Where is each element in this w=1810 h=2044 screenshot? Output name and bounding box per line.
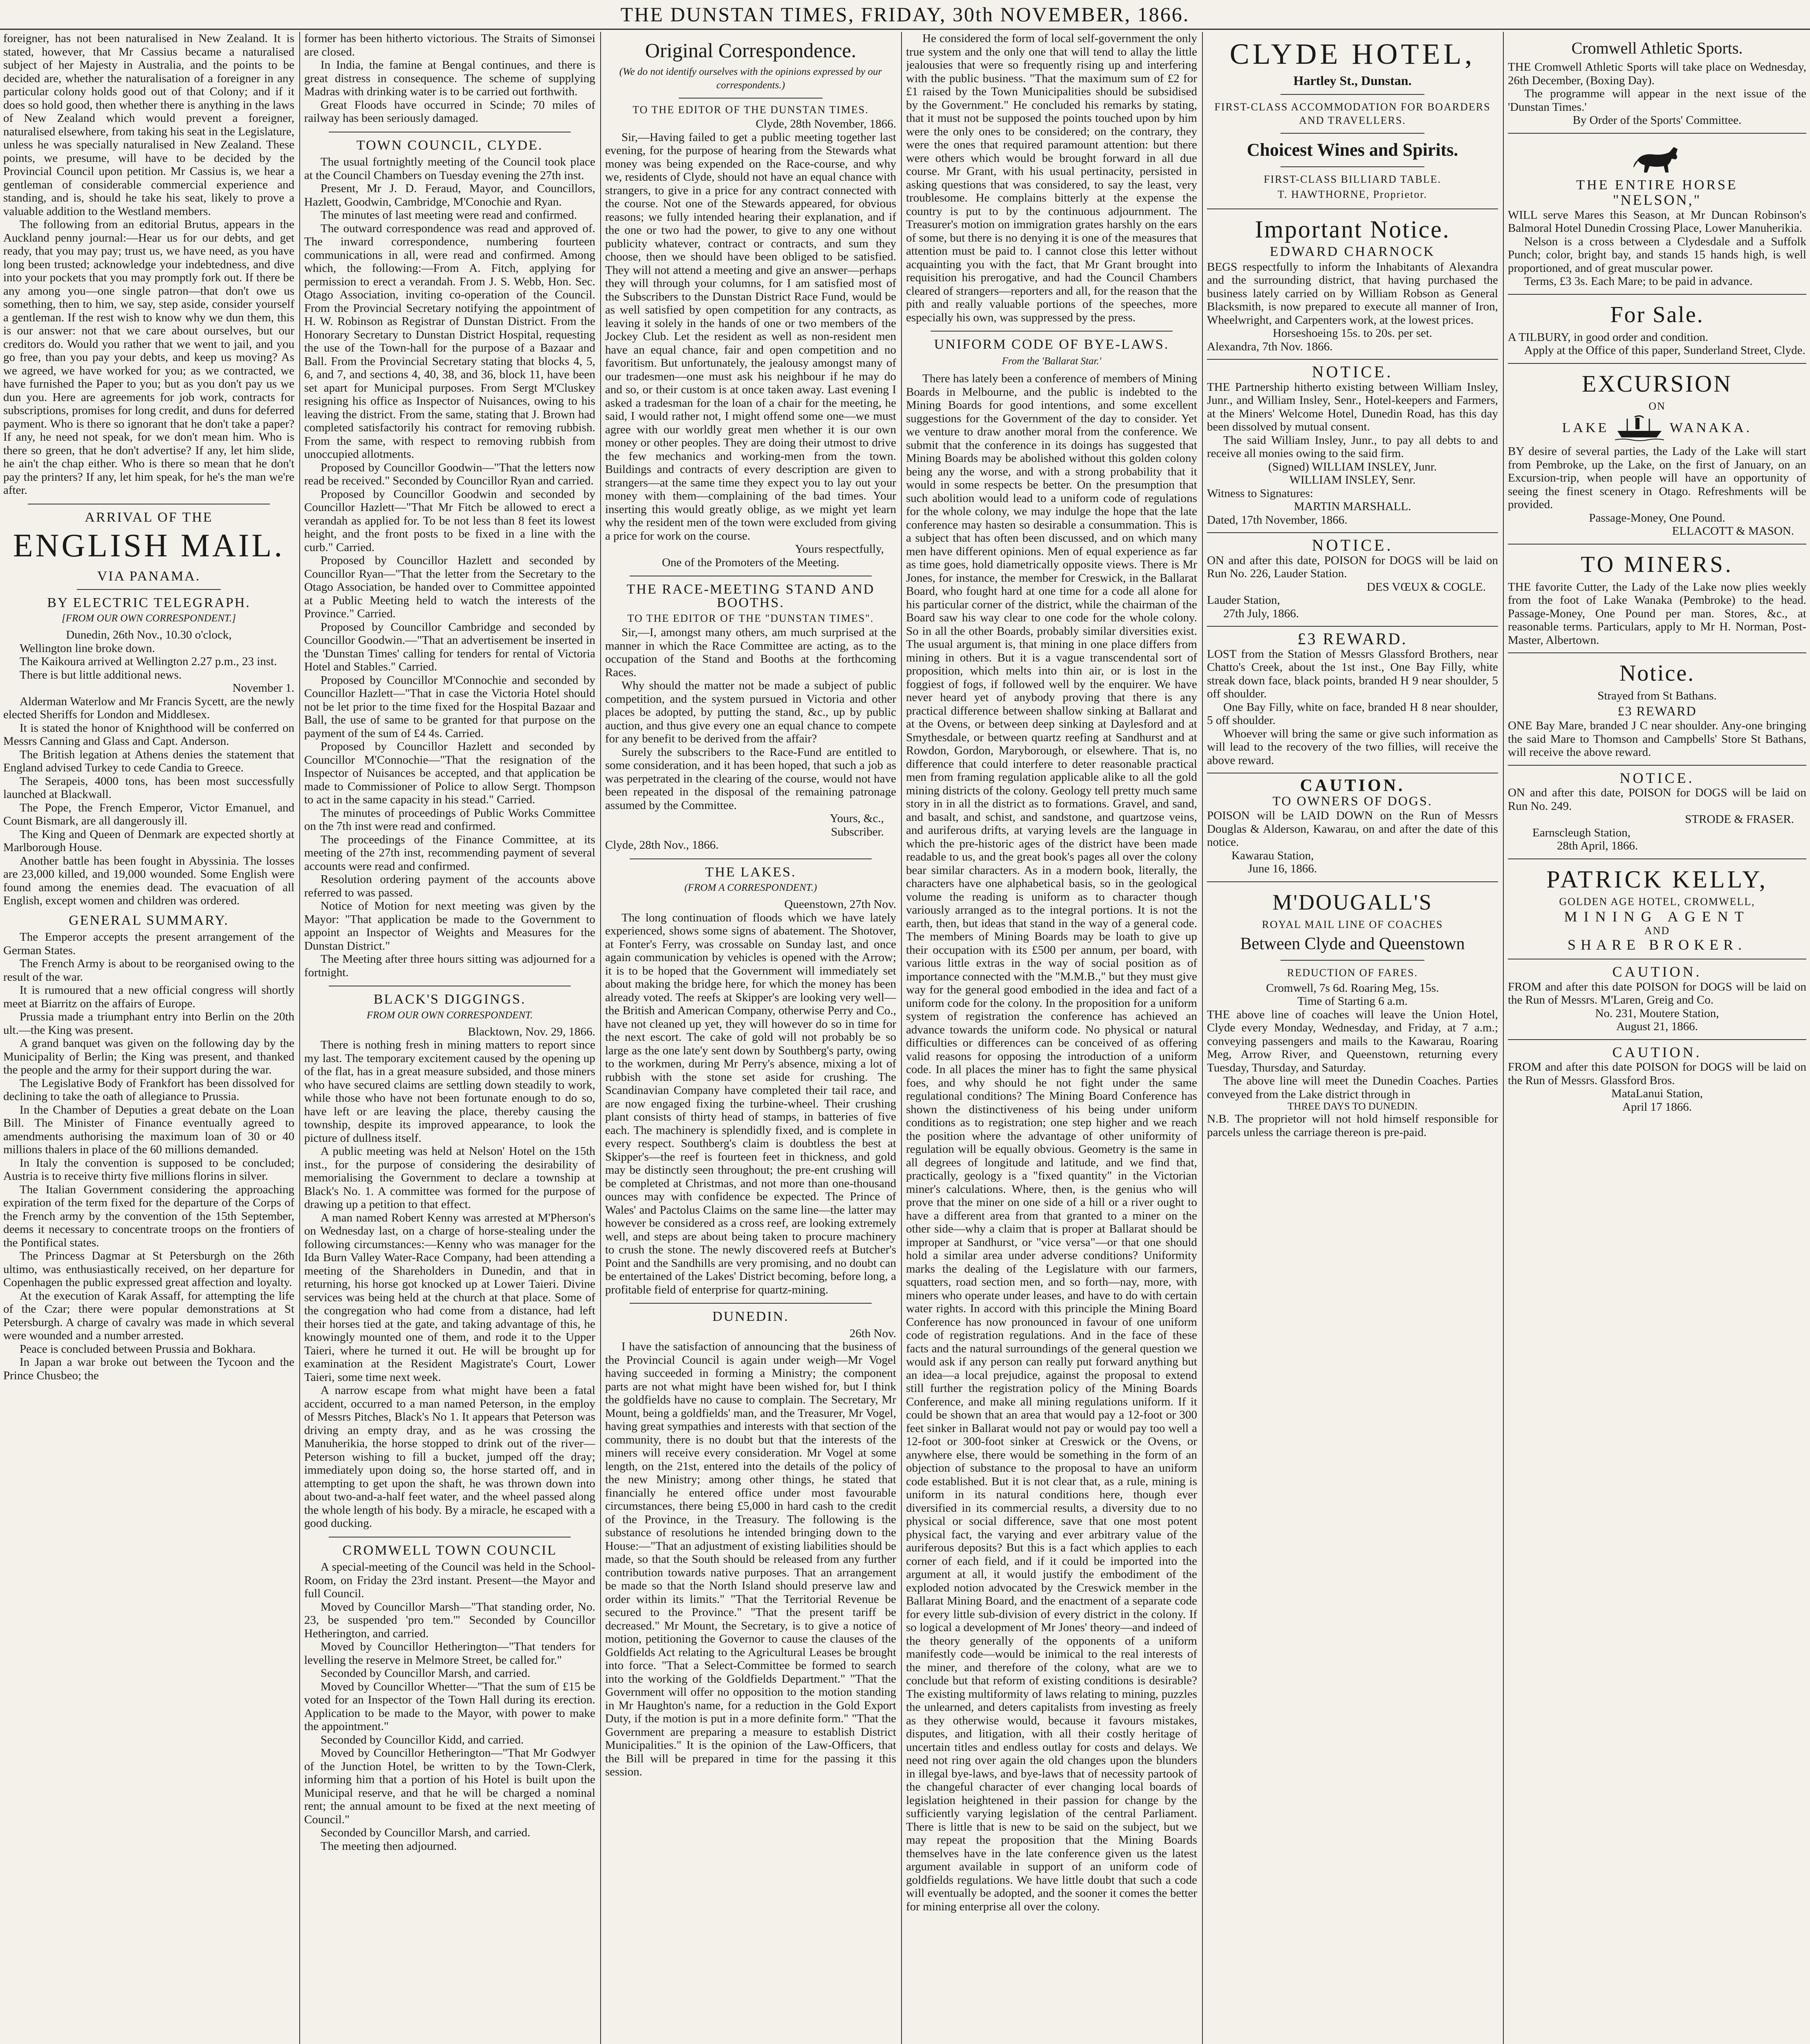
ad-billiard: FIRST-CLASS BILLIARD TABLE. (1263, 173, 1442, 185)
paragraph: Moved by Councillor Whetter—"That the sum of £15 be voted for an Inspector of the Town Hall during its erection. Application to be made to the Mayor, with power to make the appointment." (304, 1680, 595, 1733)
paragraph: Proposed by Councillor M'Connochie and seconded by Councillor Hazlett—"That in case the Victoria Hotel should not be let prior to the time fixed for the Hospital Bazaar and Ball, the use of same to be granted for that purpose on the payment of the sum of £4 4s. Carried. (304, 673, 595, 740)
dateline: Blacktown, Nov. 29, 1866. (468, 1025, 595, 1038)
ad-body: THE Cromwell Athletic Sports will take place on Wednesday, 26th December, (Boxing Day). (1508, 61, 1806, 87)
ad-witness: Witness to Signatures: (1207, 486, 1313, 500)
dateline: Dunedin, 26th Nov., 10.30 o'clock, (66, 628, 232, 641)
summary-item: The Emperor accepts the present arrangement of the German States. (3, 930, 294, 957)
correspondent-note: [FROM OUR OWN CORRESPONDENT.] (62, 613, 236, 624)
col1-summary (3, 930, 294, 1382)
paragraph: In India, the famine at Bengal continues, and there is great distress in consequence. The scheme of supplying Madras with drinking water is to be carried out forthwith. (304, 58, 595, 98)
ad-body: One Bay Filly, white on face, branded H 8 near shoulder, 5 off shoulder. (1207, 700, 1498, 727)
ad-nb: N.B. The proprietor will not hold himself responsible for parcels unless the carriage thereon is pre-paid. (1207, 1112, 1498, 1139)
paragraph: The meeting then adjourned. (321, 1839, 457, 1853)
ad-run: No. 231, Moutere Station, (1595, 1006, 1719, 1020)
dateline: Queenstown, 27th Nov. (784, 898, 896, 911)
ad-body: FROM and after this date POISON for DOGS will be laid on the Run of Messrs. Glassford Bros. (1508, 1060, 1806, 1087)
letter-close: Yours respectfully, (795, 542, 884, 556)
ad-body: A TILBURY, in good order and condition. (1508, 330, 1709, 344)
ad-caution-dogs (1207, 773, 1498, 882)
divider (630, 858, 872, 859)
column-1 (3, 32, 294, 2044)
news-item: The Pope, the French Emperor, Victor Emanuel, and Count Bismark, are all dangerously ill. (3, 801, 294, 827)
news-date: November 1. (232, 681, 294, 695)
paragraph: The proceedings of the Finance Committee, at its meeting of the 27th inst, recommending payment of several accounts were read and confirmed. (304, 833, 595, 873)
ad-mining-agent: MINING AGENT (1564, 908, 1750, 925)
news-item: The Kaikoura arrived at Wellington 2.27 p.m., 23 inst. (20, 655, 277, 668)
ad-body: BEGS respectfully to inform the Inhabitants of Alexandra and the surrounding district, that having purchased the business lately carried on by William Robson as General Blacksmith, is now prepared to execute all manner of Iron, Wheelwright, and Carpenters work, at the lowest prices. (1207, 260, 1498, 327)
ad-caution-1 (1508, 959, 1806, 1040)
race-meeting-heading: THE RACE-MEETING STAND AND BOOTHS. (626, 582, 875, 610)
ad-caution-2 (1508, 1040, 1806, 1120)
column-rule (901, 32, 902, 2044)
divider (1281, 133, 1424, 134)
ad-title: Notice. (1619, 661, 1695, 686)
summary-item: Prussia made a triumphant entry into Berlin on the 20th ult.—the King was present. (3, 1010, 294, 1037)
blacks-diggings-heading: BLACK'S DIGGINGS. (373, 992, 526, 1007)
masthead: THE DUNSTAN TIMES, FRIDAY, 30th NOVEMBER, 1866. (0, 0, 1810, 30)
column-rule (1202, 32, 1203, 2044)
lakes-heading: THE LAKES. (705, 864, 796, 880)
via-panama-heading: VIA PANAMA. (97, 569, 201, 584)
ad-body: Horseshoeing 15s. to 20s. per set. (1273, 327, 1432, 340)
ad-title: PATRICK KELLY, (1546, 865, 1768, 893)
ad-body: THE favorite Cutter, the Lady of the Lake now plies weekly from the foot of Lake Wanaka (Pembroke) to the head. Passage-Money, One Pound per man. Stores, &c., at reasonable terms. Particulars, apply to Mr H. Norman, Post-Master, Albertown. (1508, 580, 1806, 647)
ad-place: MataLanui Station, (1611, 1087, 1703, 1100)
ad-place: Earnscleugh Station, (1532, 826, 1631, 839)
dateline: 26th Nov. (849, 1327, 896, 1340)
news-item: The King and Queen of Denmark are expected shortly at Marlborough House. (3, 827, 294, 854)
paragraph: A public meeting was held at Nelson' Hotel on the 15th inst., for the purpose of considering the desirability of memorialising the Government to declare a township at Black's No. 1. A committee was formed for the purpose of drawing up a petition to that effect. (304, 1145, 595, 1211)
ad-mdougall-coaches (1207, 882, 1498, 1145)
to-editor: TO THE EDITOR OF THE "DUNSTAN TIMES". (627, 612, 874, 624)
paragraph: Proposed by Councillor Hazlett and seconded by Councillor M'Connochie—"That the resignation of the Inspector of Nuisances be accepted, and that application be made to Commissioner of Police to allow Sergt. Thompson to act in the same capacity in his stead." Carried. (304, 740, 595, 806)
column-rule (600, 32, 601, 2044)
ad-poison-notice (1207, 533, 1498, 627)
ad-place: Lauder Station, (1207, 594, 1280, 607)
news-item: The Serapeis, 4000 tons, has been most successfully launched at Blackwall. (3, 774, 294, 801)
paragraph: A man named Robert Kenny was arrested at M'Pherson's on Wednesday last, on a charge of horse-stealing under the following circumstances:—Kenny who was manager for the Ida Burn Valley Water-Race Company, had been attending a meeting of the Shareholders in Dunedin, and that in returning, his horse got knocked up at Lower Taieri. Divine services was being held at the church at that place. Some of the congregation who had come from a distance, had left their horses tied at the gate, and taking advantage of this, he knowingly mounted one of them, and rode it to the Upper Taieri, where he turned it out. He will be brought up for examination at the Resident Magistrate's Court, Lower Taieri, some time next week. (304, 1211, 595, 1384)
ad-witness-name: MARTIN MARSHALL. (1294, 500, 1411, 513)
ad-title: Important Notice. (1255, 216, 1450, 243)
paragraph: former has been hitherto victorious. The Straits of Simonsei are closed. (304, 32, 595, 58)
ad-athletic-sports (1508, 32, 1806, 134)
dunedin-heading: DUNEDIN. (712, 1309, 789, 1324)
ad-subtitle: Strayed from St Bathans. (1597, 689, 1717, 702)
paragraph: Moved by Councillor Hetherington—"That tenders for levelling the reserve in Melmore Street, be called for." (304, 1640, 595, 1667)
letter-date: Clyde, 28th November, 1866. (756, 117, 896, 130)
paragraph: A narrow escape from what might have been a fatal accident, occurred to a man named Peterson, in the employ of Messrs Pitches, Black's No 1. It appears that Peterson was driving an empty dray, and as he was crossing the Manuherikia, the horse stopped to drink out of the river—Peterson wishing to fill a bucket, jumped off the dray; immediately upon doing so, the horse started off, and in attempting to get upon the shaft, he was thrown down into about two-and-a-half feet water, and the wheel passed along the whole length of his body. By a miracle, he escaped with a good ducking. (304, 1384, 595, 1530)
divider (1281, 166, 1424, 167)
ad-name: EDWARD CHARNOCK (1269, 244, 1435, 259)
ad-title: NOTICE. (1312, 363, 1393, 381)
ad-title: NOTICE. (1619, 769, 1695, 786)
paragraph: Great Floods have occurred in Scinde; 70 miles of railway has been seriously damaged. (304, 98, 595, 125)
summary-item: The Princess Dagmar at St Petersburgh on the 26th ultimo, was enthusiastically received, on her departure for Copenhagen the public expressed great affection and loyalty. (3, 1249, 294, 1289)
ad-body: LOST from the Station of Messrs Glassford Brothers, near Chatto's Creek, about the 1st inst., One Bay Filly, white streak down face, black points, branded H 9 near shoulder, 5 off shoulder. (1207, 647, 1498, 700)
paragraph: The Meeting after three hours sitting was adjourned for a fortnight. (304, 953, 595, 979)
paragraph: Proposed by Councillor Cambridge and seconded by Councillor Goodwin.—"That an advertisement be inserted in the 'Dunstan Times' calling for tenders for rental of Victoria Hotel and Stables." Carried. (304, 620, 595, 673)
ad-patrick-kelly (1508, 859, 1806, 960)
ad-signature: (Signed) WILLIAM INSLEY, Junr. (1268, 460, 1437, 473)
general-summary-heading: GENERAL SUMMARY. (69, 912, 229, 928)
ad-excursion (1508, 364, 1806, 545)
summary-item: In Japan a war broke out between the Tycoon and the Prince Chusbeo; the (3, 1356, 294, 1382)
summary-item: A grand banquet was given on the following day by the Municipality of Berlin; the King was present, and thanked the people and the army for their support during the war. (3, 1037, 294, 1076)
disclaimer: (We do not identify ourselves with the opinions expressed by our correspondents.) (619, 66, 882, 91)
divider (679, 98, 823, 99)
paragraph: Seconded by Councillor Kidd, and carried. (321, 1733, 524, 1746)
col1-intro (3, 32, 294, 497)
ad-body: WILL serve Mares this Season, at Mr Duncan Robinson's Balmoral Hotel Dunedin Crossing Place, Lower Manuherikia. (1508, 208, 1806, 235)
ad-poison-notice-2 (1508, 766, 1806, 859)
ad-body: The programme will appear in the next issue of the 'Dunstan Times.' (1508, 87, 1806, 114)
ad-body: ON and after this date, POISON for DOGS will be laid on Run No. 226, Lauder Station. (1207, 554, 1498, 580)
summary-item: The Italian Government considering the approaching expiration of the term fixed for the departure of the Corps of the French army by the convention of the 15th September, deems it necessary to concentrate troops on the frontiers of the Pontifical states. (3, 1183, 294, 1249)
ad-signature: ELLACOTT & MASON. (1672, 524, 1794, 538)
letter-body: Why should the matter not be made a subject of public competition, and the system pursued in Victoria and other places be adopted, by putting the stand, &c., up by public auction, and thus give every one an equal chance to compete for any benefit to be derived from the affair? (605, 679, 896, 745)
ad-body: ONE Bay Mare, branded J C near shoulder. Any-one bringing the said Mare to Thomson and Campbells' Store St Bathans, will receive the above reward. (1508, 719, 1806, 759)
ad-three-days: THREE DAYS TO DUNEDIN. (1287, 1101, 1417, 1112)
paragraph: A special-meeting of the Council was held in the School-Room, on Friday the 23rd instant. Present—the Mayor and full Council. (304, 1560, 595, 1600)
letter-body: Sir,—Having failed to get a public meeting together last evening, for the purpose of hearing from the Stewards what money was being expended on the Race-course, and why we, residents of Clyde, should not have an equal chance with strangers, to give in a price for any contract connected with the course. Not one of the Stewards appeared, for obvious reasons; we fully intended hearing their explanation, and if the one or two had the power, to give to any one without publicity whatever, contract or contracts, and sum they choose, then we should have been obliged to be satisfied. They will not attend a meeting and give an answer—perhaps they will through your columns, for I am satisfied most of the Subscribers to the Dunstan District Race Fund, would be as well satisfied by open competition for any contracts, as leaving it solely in the hands of one or two members of the Jockey Club. Let the resident as well as non-resident men have an equal chance, fair and open competition and no favoritism. But unfortunately, the jealousy amongst many of our tradesmen—one must ask his neighbour if he may do and so, or their custom is at once taken away. Last evening I asked a tradesman for the loan of a chair for the meeting, he said, I would rather not, I might offend some one—we must agree with our worldly great men whether it is our own money or other peoples. They are doing their utmost to drive the few mechanics and working-men from the town. Buildings and contracts of every description are given to strangers—at the same time they expect you to lay out your money with them—complaining of the bad times. Your inserting this would greatly oblige, as we might yet learn why the resident men of the town were excluded from giving a price for work on the course. (605, 130, 896, 542)
letter-date: Clyde, 28th Nov., 1866. (605, 838, 719, 852)
ad-title: M'DOUGALL'S (1272, 890, 1433, 914)
letter-body: Sir,—I, amongst many others, am much surprised at the manner in which the Race Committee are acting, as to the occupation of the Stand and Booths at the forthcoming Races. (605, 626, 896, 679)
column-rule (1503, 32, 1504, 2044)
ad-to-miners (1508, 545, 1806, 654)
paragraph: He considered the form of local self-government the only true system and the only one that will tend to allay the little jealousies that were so frequently rising up and interfering with the public business. "That the maximum sum of £2 for £1 raised by the Town Municipalities should be subsidised by the Government." He concluded his remarks by stating, that it must not be supposed the points touched upon by him were the only ones to be considered; on the contrary, they were the ones that required paramount attention: but there were others which would be brought forward in all due course. Mr Grant, with his usual pertinacity, persisted in asking questions that was considered, to say the least, very troublesome. He complains bitterly at the expense the country is put to by the continuous adjournment. The Treasurer's motion on immigration grates harshly on the ears of some, but there is no denying it is one of the measures that attention must be paid to. I cannot close this letter without acquainting you with the fact, that Mr Grant brought into requisition his prerogative, and had the Council Chambers cleared of strangers—reporters and all, for the reason that the pith and really valuable portions of the speeches, more especially his own, was suppressed by the press. (906, 32, 1197, 324)
paragraph: Seconded by Councillor Marsh, and carried. (321, 1667, 530, 1680)
ad-title: CLYDE HOTEL, (1229, 38, 1476, 70)
source-note: From the 'Ballarat Star.' (1002, 355, 1101, 367)
letter-signature: Subscriber. (831, 825, 884, 838)
ad-body: BY desire of several parties, the Lady of the Lake will start from Pembroke, up the Lake, on the first of January, on an Excursion-trip, when people will have an opportunity of seeing the finest scenery in Otago. Refreshments will be provided. (1508, 445, 1806, 511)
ad-title: CAUTION. (1300, 776, 1405, 795)
news-item: There is but little additional news. (20, 668, 182, 681)
column-2 (304, 32, 595, 2044)
summary-item: Peace is concluded between Prussia and Bokhara. (20, 1342, 256, 1356)
arrival-heading: ARRIVAL OF THE (85, 509, 213, 525)
divider (1281, 960, 1424, 961)
news-item: The British legation at Athens denies the statement that England advised Turkey to cede Candia to Greece. (3, 748, 294, 774)
ad-time: Time of Starting 6 a.m. (1297, 995, 1408, 1008)
ad-signature: WILLIAM INSLEY, Senr. (1289, 473, 1416, 486)
news-item: It is stated the honor of Knighthood will be conferred on Messrs Canning and Glass and Capt. Anderson. (3, 721, 294, 748)
paragraph: The minutes of last meeting were read and confirmed. (321, 208, 577, 222)
town-council-heading: TOWN COUNCIL, CLYDE. (356, 137, 543, 153)
summary-item: The Legislative Body of Frankfort has been dissolved for declining to take the oath of allegiance to Prussia. (3, 1076, 294, 1103)
ad-date: Alexandra, 7th Nov. 1866. (1207, 340, 1333, 353)
ad-title: CAUTION. (1612, 1044, 1702, 1060)
divider (1281, 94, 1424, 95)
ad-body: The said William Insley, Junr., to pay all debts to and receive all monies owing to the said firm. (1207, 433, 1498, 460)
english-mail-heading: ENGLISH MAIL. (13, 528, 285, 564)
ad-date: August 21, 1866. (1616, 1020, 1698, 1033)
col1-news (3, 642, 294, 908)
ad-signature: DES VŒUX & COGLE. (1366, 580, 1486, 594)
paragraph: Proposed by Councillor Goodwin—"That the letters now read be received." Seconded by Councillor Ryan and carried. (304, 461, 595, 487)
horse-icon (1631, 142, 1684, 175)
ad-body: FROM and after this date POISON for DOGS will be laid on the Run of Messrs. M'Laren, Greig and Co. (1508, 980, 1806, 1006)
ad-body: Whoever will bring the same or give such information as will lead to the recovery of the two fillies, will receive the above reward. (1207, 727, 1498, 767)
ad-reward: £3 REWARD (1617, 703, 1697, 718)
ad-proprietor: T. HAWTHORNE, Proprietor. (1278, 188, 1427, 200)
ad-subtitle: TO OWNERS OF DOGS. (1272, 793, 1433, 808)
letter-close: Yours, &c., (830, 812, 884, 825)
divider (931, 331, 1173, 332)
ad-date: June 16, 1866. (1248, 862, 1317, 875)
correspondent-note: (FROM A CORRESPONDENT.) (684, 882, 817, 893)
ad-entire-horse (1508, 134, 1806, 295)
ad-for-sale (1508, 295, 1806, 364)
bylaws-heading: UNIFORM CODE OF BYE-LAWS. (934, 337, 1169, 352)
ad-partnership-notice (1207, 360, 1498, 533)
ad-title: £3 REWARD. (1297, 630, 1408, 648)
ad-body: The above line will meet the Dunedin Coaches. Parties conveyed from the Lake district through in (1207, 1074, 1498, 1101)
paragraph: Proposed by Councillor Goodwin and seconded by Councillor Hazlett—"That Mr Fitch be allowed to erect a verandah as applied for. To be not less than 8 feet its lowest height, and the front posts to be fixed in a line with the curb." Carried. (304, 487, 595, 554)
divider (77, 589, 221, 590)
paragraph: There is nothing fresh in mining matters to report since my last. The temporary excitement caused by the opening up of the flat, has in a great measure subsided, and those miners who have secured claims are settling down steadily to work, while those who have not been fortunate enough to do so, have left or are leaving the place, thereby causing the township, despite its improved appearance, to look the picture of dullness itself. (304, 1038, 595, 1145)
ad-line: FIRST-CLASS ACCOMMODATION FOR BOARDERS AND TRAVELLERS. (1214, 101, 1491, 126)
paragraph: Resolution ordering payment of the accounts above referred to was passed. (304, 873, 595, 899)
ad-body: POISON will be LAID DOWN on the Run of Messrs Douglas & Alderson, Kawarau, on and after the date of this notice. (1207, 809, 1498, 849)
news-item: Another battle has been fought in Abyssinia. The losses are 23,000 killed, and 19,000 wounded. Some English were found among the enemies dead. The evacuation of all English, except women and children was ordered. (3, 854, 294, 907)
paragraph: Seconded by Councillor Marsh, and carried. (321, 1826, 530, 1839)
ad-title: For Sale. (1610, 302, 1704, 327)
summary-item: In the Chamber of Deputies a great debate on the Loan Bill. The Minister of Finance eventually agreed to amendments authorising the maximum loan of 30 or 40 millions thalers in place of the 60 millions demanded. (3, 1103, 294, 1156)
column-4 (906, 32, 1197, 2044)
council-report (304, 155, 595, 979)
correspondence-heading: Original Correspondence. (645, 39, 857, 62)
cromwell-council-heading: CROMWELL TOWN COUNCIL (342, 1542, 557, 1558)
paragraph: I have the satisfaction of announcing that the business of the Provincial Council is again under weigh—Mr Vogel having succeeded in forming a Ministry; the component parts are not what might have been wished for, but I think the goldfields have no cause to complain. The Secretary, Mr Mount, being a goldfields' man, and the Treasurer, Mr Vogel, having great sympathies and interests with that section of the community, there is no doubt but that the interests of the miners will receive every consideration. Mr Vogel at some length, on the 21st, entered into the details of the policy of the new Ministry; among other things, he stated that financially he entered office under most favourable circumstances, there being £5,000 in hard cash to the credit of the Province, in the Treasury. The following is the substance of resolutions he intended bringing down to the House:—"That an adjustment of existing liabilities should be made, so that the South should be released from any further contribution towards native purposes. That an arrangement be made so that the North Island should preserve law and order within its limits." "That the Territorial Revenue be secured to the Province." "That the present tariff be decreased." Mr Mount, the Secretary, is to give a notice of motion, petitioning the Governor to cause the clauses of the Goldfields Act relating to the Agricultural Leases be brought into force. "That a Select-Committee be formed to search into the working of the Goldfields Department." "That the Government will offer no opposition to the motion standing in Mr Haughton's name, for a reduction in the Gold Export Duty, if the motion is put in a more definite form." "That the Government are preparing a measure to establish District Municipalities." It is the opinion of the Law-Officers, that the Bill will be prepared in time for the passing it this session. (605, 1340, 896, 1778)
ad-reward (1207, 627, 1498, 773)
ad-line: ROYAL MAIL LINE OF COACHES (1262, 918, 1443, 930)
column-3 (605, 32, 896, 2044)
ad-lake: LAKE (1562, 420, 1609, 435)
news-item: Alderman Waterlow and Mr Francis Sycett, are the newly elected Sheriffs for London and Middlesex. (3, 695, 294, 721)
summary-item: It is rumoured that a new official congress will shortly meet at Biarritz on the affairs of Europe. (3, 984, 294, 1010)
ad-by-order: By Order of the Sports' Committee. (1572, 114, 1742, 127)
steamship-icon (1615, 415, 1664, 443)
ad-title: Cromwell Athletic Sports. (1571, 39, 1743, 57)
ad-date: Dated, 17th November, 1866. (1207, 513, 1348, 527)
to-editor: TO THE EDITOR OF THE DUNSTAN TIMES. (632, 104, 869, 116)
ad-date: April 17 1866. (1622, 1100, 1692, 1114)
ad-and: AND (1644, 924, 1670, 937)
paragraph: The usual fortnightly meeting of the Council took place at the Council Chambers on Tuesday evening the 27th inst. (304, 155, 595, 182)
ad-wanaka: WANAKA. (1669, 420, 1752, 435)
paragraph: The long continuation of floods which we have lately experienced, shows some signs of abatement. The Shotover, at Fonter's Ferry, was crossable on Sunday last, and once again communication by vehicles is opened with the Arrow; it is to be hoped that the Government will immediately set about making the bridge here, for which the money has been already voted. The reefs at Skipper's are looking very well—the British and American Company, otherwise Perry and Co., have not cleaned up yet, they will however do so in time for the next escort. The cake of gold will not probably be so large as the one late'y sent down by Southberg's party, owing to the workmen, during Mr Perry's absence, mixing a lot of rubbish with the stone set aside for crushing. The Scandinavian Company have completed their tail race, and are now engaged fixing the turbine-wheel. Their crushing plant consists of thirty head of stamps, in batteries of five each. The machinery is splendidly fixed, and is complete in every respect. Southberg's claim is doubtless the best at Skipper's—the reef is fourteen feet in thickness, and gold may be distinctly seen throughout; the pre-ent crushing will be completed at Christmas, and not more than one-thousand ounces may with confidence be expected. The Prince of Wales' and Pactolus Claims on the same line—the latter may however be considered as a cross reef, are looking extremely well, and steps are about being taken to procure machinery to crush the stone. The newly discovered reefs at Butcher's Point and the Sandhills are very promising, and no doubt can be entertained of the Lakes' District becoming, before long, a profitable field of enterprise for quartz-mining. (605, 911, 896, 1296)
news-item: Wellington line broke down. (20, 641, 155, 655)
ad-hotel: GOLDEN AGE HOTEL, CROMWELL, (1559, 895, 1755, 908)
ad-on: ON (1649, 400, 1666, 412)
ad-title: CAUTION. (1612, 964, 1702, 980)
ad-date: 28th April, 1866. (1557, 839, 1638, 852)
summary-item: The French Army is about to be reorganised owing to the result of the war. (3, 957, 294, 984)
ad-fares: Cromwell, 7s 6d. Roaring Meg, 15s. (1266, 981, 1439, 995)
ad-place: Kawarau Station, (1231, 849, 1314, 862)
paragraph: Notice of Motion for next meeting was given by the Mayor: "That application be made to the Government to appoint an Inspector of Weights and Measures for the Dunstan District." (304, 899, 595, 953)
ad-reduction: REDUCTION OF FARES. (1287, 967, 1418, 979)
summary-item: In Italy the convention is supposed to be concluded; Austria is to receive thirty five millions florins in silver. (3, 1156, 294, 1183)
ad-body: Nelson is a cross between a Clydesdale and a Suffolk Punch; color, bright bay, and stands 15 hands high, is well proportioned, and of great muscular power. (1508, 235, 1806, 275)
telegraph-heading: BY ELECTRIC TELEGRAPH. (47, 595, 251, 610)
letter-signature: One of the Promoters of the Meeting. (662, 556, 840, 569)
ad-street: Hartley St., Dunstan. (1293, 73, 1412, 88)
ad-body: THE above line of coaches will leave the Union Hotel, Clyde every Monday, Wednesday, and Friday, at 7 a.m.; conveying passengers and mails to the Kawarau, Roaring Meg, Arrow River, and Queenstown, returning every Tuesday, Thursday, and Saturday. (1207, 1008, 1498, 1074)
ad-signature: STRODE & FRASER. (1685, 813, 1794, 826)
paragraph: foreigner, has not been naturalised in New Zealand. It is stated, however, that Mr Cassius became a naturalised subject of her Majesty in Australia, and the points to be decided are, whether the naturalisation of a foreigner in any particular colony holds good out of that Colony; and if it does so hold good, then whether there is anything in the laws of New Zealand which would prevent a foreigner, naturalised elsewhere, from taking his seat in the Legislature, unless he was specially naturalised in New Zealand. These points, we presume, will have to be decided by the Provincial Council upon petition. Mr Cassius is, we hear a gentleman of considerable commercial experience and standing, and is, should he take his seat, likely to prove a valuable addition to the Westland members. (3, 32, 294, 218)
paragraph: Moved by Councillor Marsh—"That standing order, No. 23, be suspended 'pro tem.'" Seconded by Councillor Hetherington, and carried. (304, 1600, 595, 1640)
ad-lake-line (1508, 415, 1806, 443)
ad-share-broker: SHARE BROKER. (1567, 936, 1747, 953)
ad-route: Between Clyde and Queenstown (1240, 935, 1465, 953)
ad-body: THE Partnership hitherto existing between William Insley, Junr., and William Insley, Senr., Hotel-keepers and Farmers, at the Miners' Welcome Hotel, Dunedin Road, has this day been dissolved by mutual consent. (1207, 380, 1498, 433)
ad-title: NOTICE. (1312, 536, 1393, 554)
ad-terms: Terms, £3 3s. Each Mare; to be paid in advance. (1524, 275, 1753, 288)
ad-date: 27th July, 1866. (1223, 607, 1299, 620)
ad-clyde-hotel (1207, 32, 1498, 209)
column-6-ads (1508, 32, 1806, 2044)
paragraph: The minutes of proceedings of Public Works Committee on the 7th inst were read and confirmed. (304, 806, 595, 833)
column-rule (299, 32, 300, 2044)
ad-body: Apply at the Office of this paper, Sunderland Street, Clyde. (1524, 344, 1806, 357)
paragraph: Present, Mr J. D. Feraud, Mayor, and Councillors, Hazlett, Goodwin, Cambridge, M'Conochie and Ryan. (304, 182, 595, 208)
ad-strayed-notice (1508, 653, 1806, 766)
ad-horse-name: "NELSON," (1613, 192, 1702, 208)
paragraph: The outward correspondence was read and approved of. The inward correspondence, numbering fourteen communications in all, were read and confirmed. Among which, the following:—From A. Fitch, applying for permission to erect a verandah. From J. S. Webb, Hon. Sec. Otago Association, inviting co-operation of the Council. From the Provincial Secretary notifying the appointment of H. W. Robinson as Registrar of Dunstan District. From the Honorary Secretary to Dunstan District Hospital, requesting the use of the Town-hall for the purpose of a Bazaar and Ball. From the Provincial Secretary stating that blocks 4, 5, 6, and 7, and sections 4, 40, 38, and 36, block 11, have been set apart for Municipal purposes. From Sergt M'Cluskey resigning his office as Inspector of Nuisances, owing to his leaving the district. From the same, stating that J. Brown had completed satisfactorily his contract for removing rubbish. From the same, with respect to removing rubbish from unoccupied allotments. (304, 222, 595, 461)
paragraph: The following from an editorial Brutus, appears in the Auckland penny journal:—Hear us for our debts, and get ready, that you may pay; trust us, we have need, as you have long been trusted; acknowledge your indebtedness, and dive into your pockets that you may promptly fork out. If there be any among you—one single patron—that don't owe us something, then to him, we say, step aside, consider yourself a gentleman. If the rest wish to know why we dun them, this is our answer: not that we care about ourselves, but our creditors do. Would you rather that we went to jail, and you go free, than you pay your debts, and keep us moving? As we agreed, we have worked for you; as we contracted, we have furnished the Paper to you; but as you don't pay us we dun you. Here are agreements for job work, contracts for subscriptions, promises for long credit, and duns for deferred payment. Who is there so ignorant that he don't take a paper? If any, he need not speak, for we don't mean him. Who is there so green, that he don't advertise? If any, let him slide, he ain't the chap either. Who is there so mean that he don't pay the printers? If any, let him speak, for he's the man we're after. (3, 218, 294, 497)
ad-title: TO MINERS. (1581, 551, 1734, 577)
column-5-ads (1207, 32, 1498, 2044)
paragraph: Proposed by Councillor Hazlett and seconded by Councillor Ryan—"That the letter from the Secretary to the Otago Association, be handed over to Committee appointed at a Public Meeting held to watch the interests of the Province." Carried. (304, 554, 595, 620)
correspondent-note: FROM OUR OWN CORRESPONDENT. (366, 1009, 533, 1021)
ad-title: THE ENTIRE HORSE (1576, 177, 1738, 193)
paragraph: Moved by Councillor Hetherington—"That Mr Godwyer of the Junction Hotel, be written to by the Town-Clerk, informing him that a portion of his Hotel is built upon the Municipal reserve, and that he will be charged a nominal rent; the annual amount to be fixed at the next meeting of Council." (304, 1746, 595, 1826)
summary-item: At the execution of Karak Assaff, for attempting the life of the Czar; there were popular demonstrations at St Petersburgh. A charge of cavalry was made in which several were wounded and a number arrested. (3, 1289, 294, 1342)
divider (630, 1303, 872, 1304)
ad-wines: Choicest Wines and Spirits. (1247, 140, 1458, 160)
letter-body: Surely the subscribers to the Race-Fund are entitled to some consideration, and it has been hoped, that such a job as was perpetrated in the clearing of the course, would not have been repeated in the disposal of the remaining patronage assumed by the Committee. (605, 745, 896, 812)
ad-body: ON and after this date, POISON for DOGS will be laid on Run No. 249. (1508, 786, 1806, 813)
paragraph: There has lately been a conference of members of Mining Boards in Melbourne, and the public is indebted to the Mining Boards for good intentions, and some excellent suggestions for the Government of the day to consider. Yet we venture to draw another moral from the conference. We submit that the conference in its doings has suggested that Mining Boards may be abolished without this golden colony being any the worse, and with a strong probability that it would in some respects be better. On the presumption that such abolition would lead to a uniform code of regulations for the whole colony, we may indulge the hope that the late conference may hasten so desirable a consummation. This is a subject that has often been discussed, and on which many men have different opinions. Men of equal experience as far as time goes, hold diametrically opposite views. There is Mr Jones, for instance, the member for Creswick, in the Ballarat Board, who fought hard at one time for a code all alone for his particular corner of the district, while the chairman of the Board saw his way clear to one code for the whole colony. So in all the other Boards, probably similar diversities exist. The usual argument is, that mining in one place differs from mining in others. But it is a vague transcendental sort of proposition, which melts into thin air, or is lost in the foggiest of fogs, if followed well by the enquirer. We have never heard yet of anybody proving that there is any practical difference between shallow sinking at Ballarat and at the Ovens, or between deep sinking at Daylesford and at Smythesdale, or between quartz reefing at Sandhurst and at Rowdon, Gordon, Maryborough, or elsewhere. That is, no difference that could interfere to deter reasonable practical men from framing regulation applicable alike to all the gold mining districts of the colony. Geology tell pretty much same story in in all the district as to formations. Gravel, and sand, and basalt, and schist, and sandstone, and quartzose veins, and auriferous drifts, at varying levels are the language in which the pre-historic ages of the district have been made readable to us, and the great book's pages all over the colony bear similar characters. As in a modern book, literally, the characters have one alphabetical basis, so in the geological volume the reading is uniform as to character though variously arranged as to the integral portions. It is not the earth, then, but ideas that stand in the way of a general code. The members of Mining Boards may be loath to give up their occupation with its £500 per annum, per board, with various little extras in the way of social position as of importance connected with the "M.M.B.," but they must give way for the general good embodied in the idea and fact of a uniform code for the colony. In the proposition for a uniform system of registration the conference has achieved an advance towards the uniform code. No physical or natural difficulties or differences can be conceived of as offering valid reasons for opposing the introduction of a uniform code. In all places the miner has to fight the same physical foes, and why should he not fight under the same regulational conditions? The Mining Board Conference has shown the distinctiveness of his being under uniform conditions as to registration; one step higher and we reach the position where the advantage of other uniformity of regulation will be equally obvious. Geometry is the same in all degrees of longitude and latitude, and we find that, practically, geology is a "fixed quantity" in the Victorian miner's calculations. Where, then, is the genius who will prove that the miner on one side of a hill or a river ought to have a different area from that granted to a miner on the other side—why a claim that is proper at Ballarat should be improper at Sandhurst, or "vice versa"—or that one should hold a similar area under adverse conditions? Uniformity marks the dealing of the Legislature with our farmers, squatters, road section men, and so forth—nay, more, with miners who operate under leases, and have to do with certain water rights. In accord with this principle the Mining Board Conference has now pronounced in favour of one uniform code of registration regulations. And in the face of these facts and the natural surroundings of the general question we would ask if any person can really put forward anything but an idea—a local prejudice, against the proposal to extend still further the registration policy of the Mining Boards Conference, and make all mining regulations uniform. If it could be shown that an area that would pay a 12-foot or 300 feet sinker in Ballarat would not pay or would pay too well a 12-foot or 300-foot sinker at Creswick or the Ovens, or anywhere else, there would be something in the form of an objection of substance to the proposal to have an uniform code established. But it is not clear that, as a rule, mining is uniform in its natural conditions here, though ever diversified in its commercial results, a diversity due to no physical or social difference, save that one most potent physical fact, the varying and ever arbitrary value of the auriferous deposits? But this is a fact which applies to each corner of each field, and if it could be imported into the argument at all, it would justify the embodiment of the exploded notion advocated by the Creswick member in the Ballarat Mining Board, and the enactment of a separate code for every little sub-division of every district in the colony. If so logical a development of Mr Jones' theory—and indeed of the theory generally of the opponents of a uniform manifestly code—would be inimical to the real interests of the miner, and therefore of the colony, what are we to conclude but that reform of existing conditions is desirable? The existing multiformity of laws relating to mining, puzzles the unlearned, and deters capitalists from investing as freely as they otherwise would, because it favours mistakes, disputes, and litigation, with all their costly heritage of uncertain titles and endless outlay for costs and delays. We need not ring over again the old changes upon the blunders in illegal bye-laws, and bye-laws that of necessity partook of the changeful character of ever changing local boards of legislation heightened in their passion for change by the sufficiently varying legislation of the central Parliament. There is little that is new to be said on the subject, but we may repeat the proposition that the Mining Boards themselves have in the late conference given us the latest argument available in support of an uniform code of goldfields regulations. We have little doubt that such a code will eventually be adopted, and the sooner it comes the better for mining enterprise all over the colony. (906, 372, 1197, 1913)
ad-title: EXCURSION (1582, 370, 1732, 397)
ad-important-notice (1207, 209, 1498, 360)
ad-passage: Passage-Money, One Pound. (1589, 511, 1725, 524)
